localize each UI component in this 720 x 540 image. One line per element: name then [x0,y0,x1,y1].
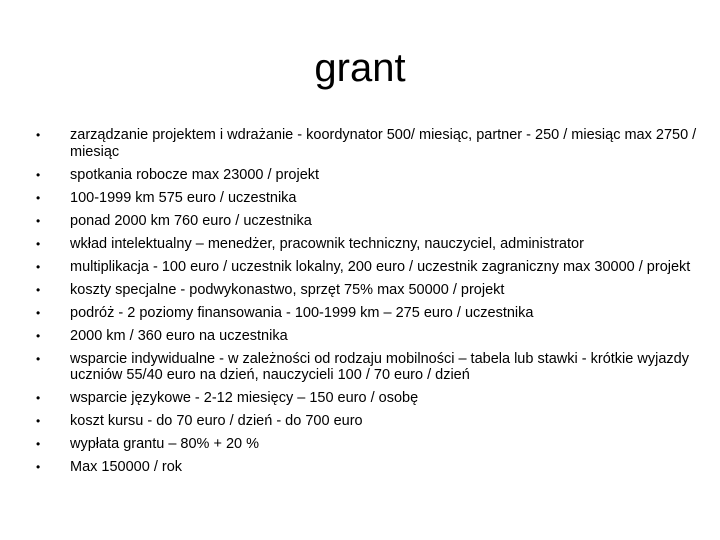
bullet-item [36,305,700,322]
bullet-icon: • [36,167,41,182]
bullet-item [36,213,700,230]
bullet-text: wypłata grantu – 80% + 20 % [70,436,260,452]
bullet-text: spotkania robocze max 23000 / projekt [70,166,320,183]
bullet-item [36,328,700,345]
bullet-icon: • [36,128,41,142]
bullet-icon: • [36,460,41,474]
bullet-icon: • [36,328,41,343]
bullet-item [36,259,700,276]
bullet-item [36,127,700,160]
bullet-item [36,459,700,476]
slide-title: grant [314,46,406,90]
bullet-item [36,413,700,430]
bullet-icon: • [36,213,41,228]
bullet-text: ponad 2000 km 760 euro / uczestnika [70,212,312,229]
bullet-text: podróż - 2 poziomy finansowania - 100-1999 km – 275 euro / uczestnika [70,304,534,321]
bullet-icon: • [36,190,41,205]
bullet-icon: • [36,259,41,274]
bullet-item [36,351,700,384]
bullet-text: wsparcie językowe - 2-12 miesięcy – 150 euro / osobę [70,390,419,406]
bullet-text: wsparcie indywidualne - w zależności od rodzaju mobilności – tabela lub stawki - krótkie wyjazdy uczniów 55/40 euro na dzień, nauczycieli 100 / 70 euro / dzień [70,350,689,383]
bullet-icon: • [36,236,41,251]
bullet-text: zarządzanie projektem i wdrażanie - koordynator 500/ miesiąc, partner - 250 / miesiąc max 2750 / miesiąc [70,127,697,160]
bullet-text: koszty specjalne - podwykonastwo, sprzęt 75% max 50000 / projekt [70,281,505,298]
bullet-item [36,436,700,453]
bullet-item [36,167,700,184]
bullet-item [36,236,700,253]
bullet-icon: • [36,391,41,405]
bullet-item [36,190,700,207]
bullet-icon: • [36,305,41,320]
bullet-item [36,282,700,299]
bullet-text: 2000 km / 360 euro na uczestnika [70,327,288,344]
bullet-icon: • [36,414,41,428]
bullet-icon: • [36,351,41,366]
bullet-text: multiplikacja - 100 euro / uczestnik lokalny, 200 euro / uczestnik zagraniczny max 30000 / projekt [70,258,691,275]
bullet-icon: • [36,437,41,451]
bullet-text: 100-1999 km 575 euro / uczestnika [70,189,297,206]
bullet-icon: • [36,282,41,297]
bullet-list [36,127,700,482]
bullet-text: Max 150000 / rok [70,459,183,475]
bullet-text: wkład intelektualny – menedżer, pracownik techniczny, nauczyciel, administrator [70,235,584,252]
bullet-text: koszt kursu - do 70 euro / dzień - do 700 euro [70,413,363,429]
bullet-item [36,390,700,407]
